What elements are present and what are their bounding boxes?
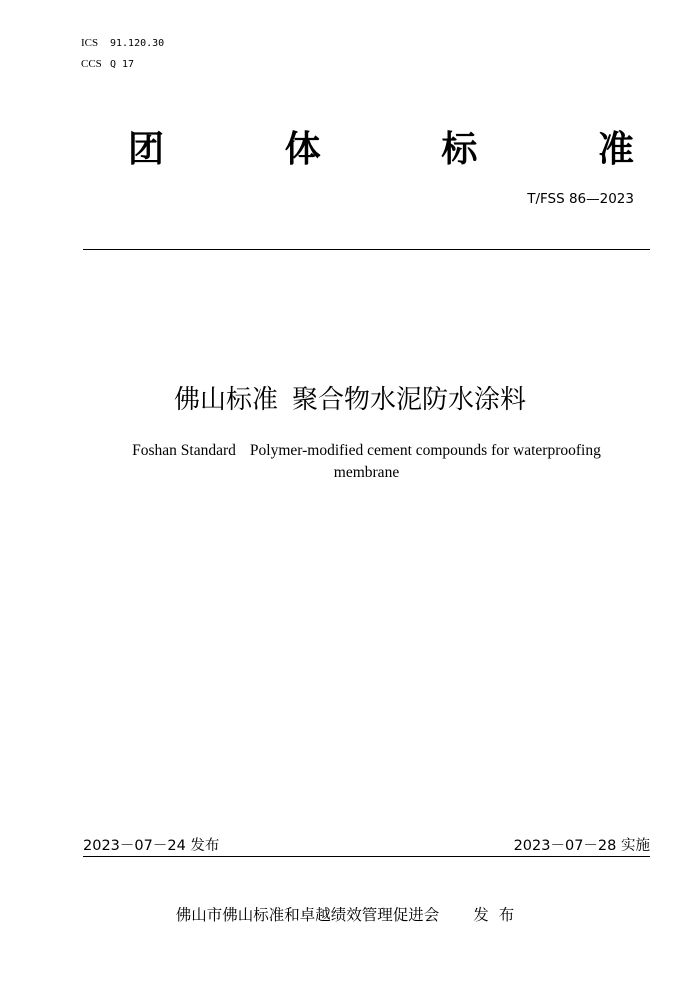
footer-divider <box>83 856 650 857</box>
ics-value: 91.120.30 <box>110 38 165 49</box>
publisher-action: 发布 <box>473 906 525 924</box>
english-title-line-2: membrane <box>333 464 400 481</box>
ccs-label: CCS <box>81 58 102 70</box>
standard-code: T/FSS 86—2023 <box>527 191 634 207</box>
ics-label: ICS <box>81 37 99 49</box>
standard-type-char: 准 <box>597 129 634 170</box>
ics-row <box>81 33 164 54</box>
standard-type-char: 标 <box>441 129 478 170</box>
header-divider <box>83 249 650 250</box>
ccs-row <box>81 54 164 75</box>
implementation-date: 2023－07－28 实施 <box>513 838 650 854</box>
chinese-title <box>0 380 700 420</box>
english-title-prefix: Foshan Standard <box>132 442 236 459</box>
standard-type-heading <box>128 125 634 175</box>
publisher-line <box>0 903 700 925</box>
chinese-title-main: 聚合物水泥防水涂料 <box>292 385 527 415</box>
english-title-main: Polymer-modified cement compounds for waterproofing <box>249 442 601 459</box>
chinese-title-prefix: 佛山标准 <box>173 385 278 415</box>
english-title-line-1 <box>83 440 650 462</box>
ccs-value: Q 17 <box>110 59 135 70</box>
issue-date: 2023－07－24 发布 <box>83 838 220 854</box>
standard-type-char: 团 <box>128 129 165 170</box>
standard-type-char: 体 <box>284 129 321 170</box>
classification-codes <box>81 33 164 75</box>
english-title <box>83 440 650 484</box>
publisher-name: 佛山市佛山标准和卓越绩效管理促进会 <box>175 906 440 924</box>
